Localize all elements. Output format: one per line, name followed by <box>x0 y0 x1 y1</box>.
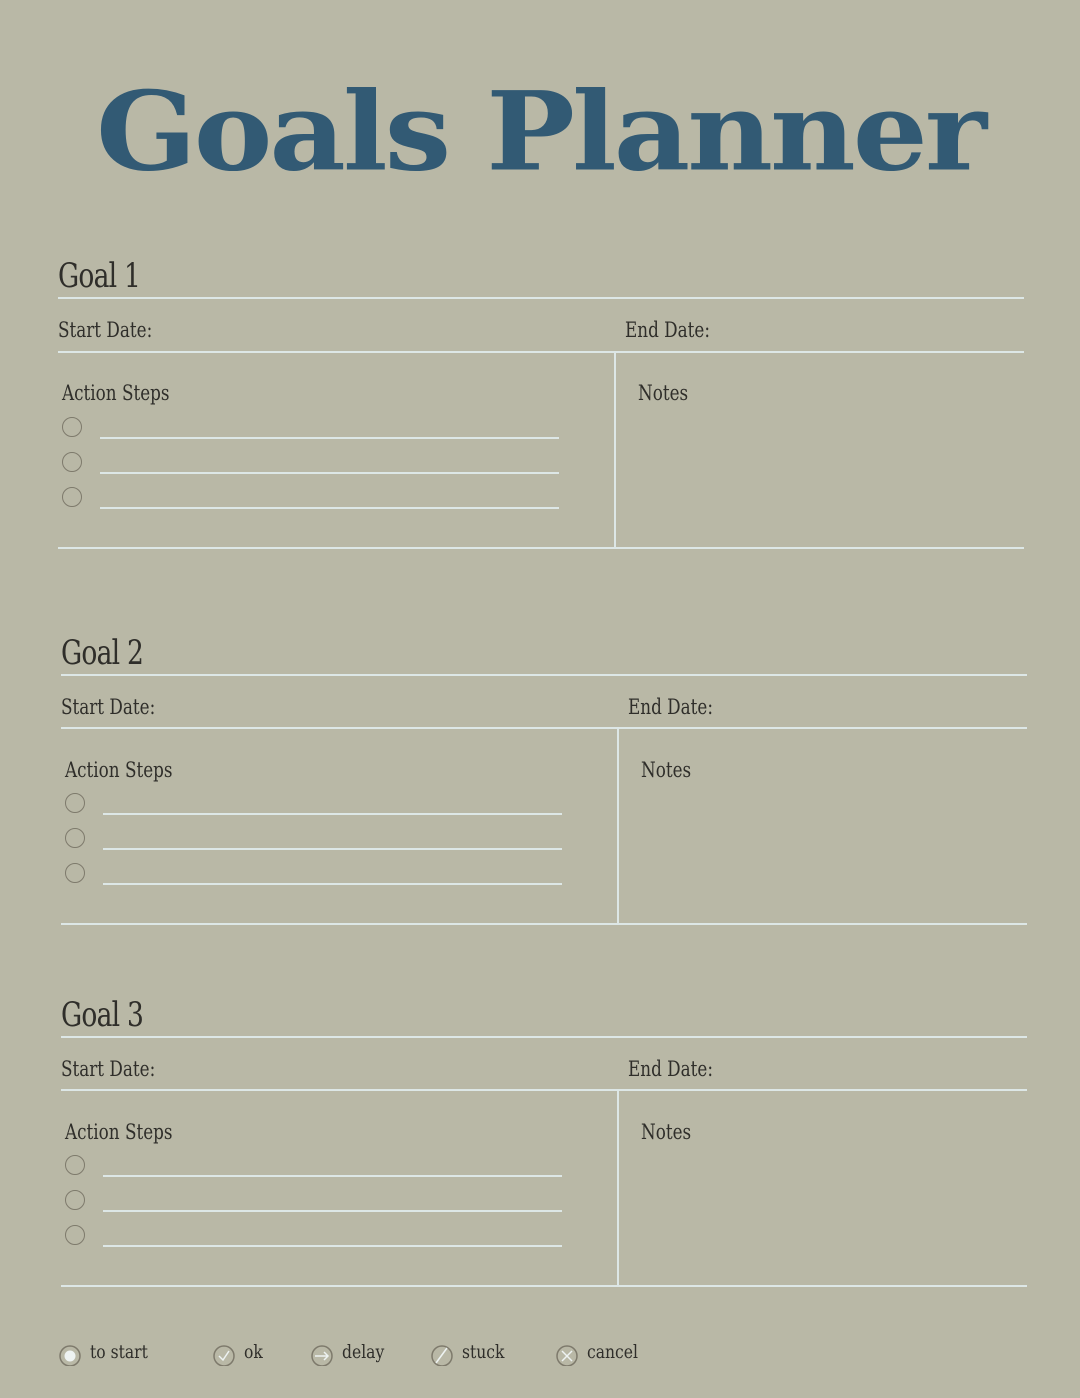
step-write-line <box>103 1210 562 1212</box>
step-checkbox[interactable] <box>65 1225 85 1245</box>
column-divider <box>617 1090 619 1285</box>
step-write-line <box>103 1175 562 1177</box>
start-date-label: Start Date: <box>61 1057 156 1081</box>
step-checkbox[interactable] <box>62 487 82 507</box>
action-step[interactable] <box>65 863 565 889</box>
action-step[interactable] <box>65 828 565 854</box>
goal-bottom-divider <box>61 923 1027 925</box>
x-circle-icon <box>555 1342 579 1366</box>
legend-label: to start <box>90 1341 148 1363</box>
step-checkbox[interactable] <box>65 793 85 813</box>
action-step[interactable] <box>65 1190 565 1216</box>
end-date-label: End Date: <box>628 1057 714 1081</box>
goal-title: Goal 2 <box>61 633 144 673</box>
action-step[interactable] <box>62 487 562 513</box>
step-checkbox[interactable] <box>62 452 82 472</box>
action-step[interactable] <box>65 1155 565 1181</box>
goal-title: Goal 3 <box>61 995 144 1035</box>
goal-title-divider <box>61 1036 1027 1038</box>
step-checkbox[interactable] <box>65 1190 85 1210</box>
status-legend <box>0 1340 1080 1370</box>
arrow-circle-icon <box>310 1342 334 1366</box>
step-write-line <box>103 813 562 815</box>
step-write-line <box>100 472 559 474</box>
notes-label: Notes <box>638 381 689 405</box>
page-title: Goals Planner <box>95 67 985 196</box>
slash-circle-icon <box>430 1342 454 1366</box>
goal-section-3 <box>61 995 1027 1295</box>
goal-bottom-divider <box>61 1285 1027 1287</box>
check-circle-icon <box>212 1342 236 1366</box>
date-divider <box>61 1089 1027 1091</box>
goal-bottom-divider <box>58 547 1024 549</box>
goal-section-2 <box>61 633 1027 933</box>
legend-label: ok <box>244 1341 263 1363</box>
action-step[interactable] <box>65 793 565 819</box>
legend-label: cancel <box>587 1341 638 1363</box>
action-steps-label: Action Steps <box>62 381 170 405</box>
start-date-label: Start Date: <box>61 695 156 719</box>
end-date-label: End Date: <box>628 695 714 719</box>
date-divider <box>58 351 1024 353</box>
action-step[interactable] <box>62 417 562 443</box>
goal-section-1 <box>58 256 1024 556</box>
step-write-line <box>103 883 562 885</box>
step-write-line <box>103 1245 562 1247</box>
action-steps-label: Action Steps <box>65 1120 173 1144</box>
goal-title-divider <box>61 674 1027 676</box>
goal-title-divider <box>58 297 1024 299</box>
step-write-line <box>100 507 559 509</box>
legend-label: delay <box>342 1341 385 1363</box>
step-write-line <box>100 437 559 439</box>
dot-circle-icon <box>58 1342 82 1366</box>
end-date-label: End Date: <box>625 318 711 342</box>
step-checkbox[interactable] <box>62 417 82 437</box>
step-checkbox[interactable] <box>65 828 85 848</box>
start-date-label: Start Date: <box>58 318 153 342</box>
column-divider <box>614 352 616 547</box>
legend-label: stuck <box>462 1341 505 1363</box>
notes-label: Notes <box>641 758 692 782</box>
goal-title: Goal 1 <box>58 256 141 296</box>
action-step[interactable] <box>62 452 562 478</box>
notes-label: Notes <box>641 1120 692 1144</box>
action-step[interactable] <box>65 1225 565 1251</box>
step-checkbox[interactable] <box>65 863 85 883</box>
column-divider <box>617 728 619 923</box>
date-divider <box>61 727 1027 729</box>
action-steps-label: Action Steps <box>65 758 173 782</box>
step-write-line <box>103 848 562 850</box>
step-checkbox[interactable] <box>65 1155 85 1175</box>
